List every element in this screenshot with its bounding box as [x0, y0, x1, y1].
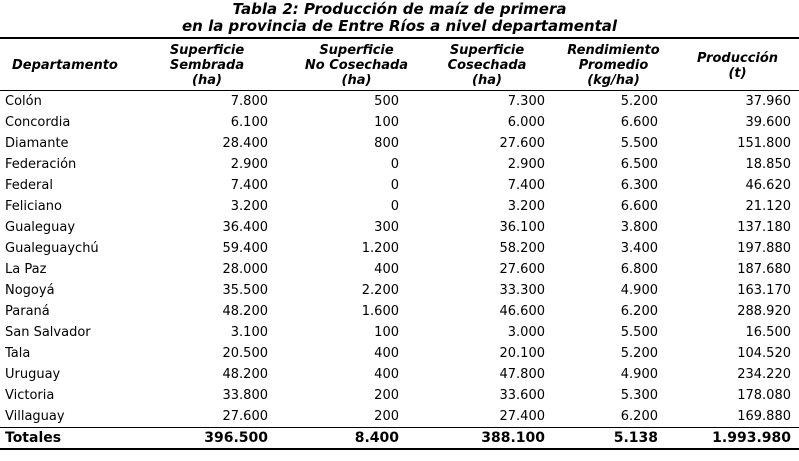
table-cell: 200 [374, 409, 399, 424]
department-name: Uruguay [5, 367, 61, 382]
table-cell: 33.600 [499, 388, 545, 403]
totals-cell: 8.400 [354, 430, 399, 446]
table-cell: 48.200 [222, 367, 268, 382]
table-cell: 0 [390, 157, 399, 172]
table-cell: 400 [374, 367, 399, 382]
header-row [0, 38, 799, 91]
table-cell: 7.400 [507, 178, 545, 193]
table-cell: 169.880 [737, 409, 791, 424]
table-row [0, 196, 799, 217]
table-title-line-1: Tabla 2: Producción de maíz de primera [232, 0, 567, 18]
table-cell: 6.200 [620, 409, 658, 424]
totals-cell: 5.138 [613, 430, 658, 446]
table-cell: 20.500 [222, 346, 268, 361]
totals-cell: 388.100 [481, 430, 545, 446]
table-cell: 288.920 [737, 304, 791, 319]
header-departamento: Departamento [12, 58, 118, 73]
table-row [0, 238, 799, 259]
table-cell: 37.960 [745, 94, 791, 109]
department-name: Federación [5, 157, 77, 172]
department-name: Concordia [5, 115, 71, 130]
production-table [0, 37, 799, 450]
table-cell: 6.600 [620, 199, 658, 214]
table-row [0, 343, 799, 364]
table-cell: 5.500 [620, 136, 658, 151]
table-cell: 16.500 [745, 325, 791, 340]
table-cell: 163.170 [737, 283, 791, 298]
totals-row [0, 428, 799, 450]
table-cell: 6.600 [620, 115, 658, 130]
table-row [0, 154, 799, 175]
header-superficie-no-cosechada: Superficie No Cosechada (ha) [304, 43, 409, 88]
table-cell: 197.880 [737, 241, 791, 256]
table-cell: 3.800 [620, 220, 658, 235]
table-cell: 3.400 [620, 241, 658, 256]
table-row [0, 112, 799, 133]
table-cell: 1.200 [361, 241, 399, 256]
table-cell: 48.200 [222, 304, 268, 319]
table-cell: 4.900 [620, 367, 658, 382]
department-name: La Paz [5, 262, 47, 277]
table-cell: 0 [390, 199, 399, 214]
table-cell: 39.600 [745, 115, 791, 130]
table-cell: 400 [374, 262, 399, 277]
table-cell: 800 [374, 136, 399, 151]
table-cell: 151.800 [737, 136, 791, 151]
table-row [0, 322, 799, 343]
department-name: San Salvador [5, 325, 91, 340]
table-cell: 33.300 [499, 283, 545, 298]
table-row [0, 133, 799, 154]
totals-cell: 1.993.980 [712, 430, 791, 446]
table-cell: 6.000 [507, 115, 545, 130]
table-cell: 33.800 [222, 388, 268, 403]
table-cell: 0 [390, 178, 399, 193]
header-superficie-sembrada: Superficie Sembrada (ha) [169, 43, 245, 88]
department-name: Colón [5, 94, 42, 109]
table-cell: 3.100 [230, 325, 268, 340]
table-cell: 28.000 [222, 262, 268, 277]
table-cell: 35.500 [222, 283, 268, 298]
header-rendimiento-promedio: Rendimiento Promedio (kg/ha) [567, 43, 660, 88]
table-cell: 7.300 [507, 94, 545, 109]
department-name: Federal [5, 178, 53, 193]
table-title-line-2: en la provincia de Entre Ríos a nivel departamental [182, 17, 617, 35]
table-cell: 27.400 [499, 409, 545, 424]
table-cell: 21.120 [745, 199, 791, 214]
table-cell: 2.900 [507, 157, 545, 172]
department-name: Gualeguay [5, 220, 76, 235]
table-row [0, 217, 799, 238]
department-name: Villaguay [5, 409, 65, 424]
table-cell: 137.180 [737, 220, 791, 235]
table-row [0, 175, 799, 196]
table-cell: 7.800 [230, 94, 268, 109]
table-cell: 178.080 [737, 388, 791, 403]
table-body [0, 91, 799, 428]
table-cell: 3.200 [230, 199, 268, 214]
table-cell: 234.220 [737, 367, 791, 382]
department-name: Tala [5, 346, 31, 361]
table-cell: 6.100 [230, 115, 268, 130]
table-row [0, 280, 799, 301]
table-cell: 100 [374, 325, 399, 340]
table-cell: 18.850 [745, 157, 791, 172]
table-cell: 100 [374, 115, 399, 130]
table-cell: 47.800 [499, 367, 545, 382]
table-row [0, 259, 799, 280]
table-row [0, 364, 799, 385]
table-cell: 500 [374, 94, 399, 109]
table-cell: 300 [374, 220, 399, 235]
table-cell: 27.600 [222, 409, 268, 424]
table-cell: 5.200 [620, 94, 658, 109]
table-row [0, 301, 799, 322]
totals-cell: 396.500 [204, 430, 268, 446]
table-cell: 5.500 [620, 325, 658, 340]
department-name: Gualeguaychú [5, 241, 99, 256]
table-cell: 3.200 [507, 199, 545, 214]
table-cell: 3.000 [507, 325, 545, 340]
header-superficie-cosechada: Superficie Cosechada (ha) [447, 43, 527, 88]
header-produccion: Producción (t) [696, 50, 779, 81]
table-cell: 5.300 [620, 388, 658, 403]
table-cell: 27.600 [499, 262, 545, 277]
table-row [0, 406, 799, 428]
table-cell: 1.600 [361, 304, 399, 319]
table-cell: 6.300 [620, 178, 658, 193]
table-cell: 20.100 [499, 346, 545, 361]
table-cell: 46.600 [499, 304, 545, 319]
table-cell: 46.620 [745, 178, 791, 193]
table-cell: 6.500 [620, 157, 658, 172]
table-cell: 2.200 [361, 283, 399, 298]
table-cell: 5.200 [620, 346, 658, 361]
table-cell: 2.900 [230, 157, 268, 172]
department-name: Paraná [5, 304, 50, 319]
table-cell: 58.200 [499, 241, 545, 256]
table-cell: 59.400 [222, 241, 268, 256]
table-cell: 28.400 [222, 136, 268, 151]
table-row [0, 385, 799, 406]
table-cell: 400 [374, 346, 399, 361]
table-cell: 6.200 [620, 304, 658, 319]
table-cell: 36.400 [222, 220, 268, 235]
table-cell: 6.800 [620, 262, 658, 277]
table-cell: 187.680 [737, 262, 791, 277]
table-title [0, 1, 799, 35]
department-name: Nogoyá [5, 283, 55, 298]
table-cell: 7.400 [230, 178, 268, 193]
table-cell: 27.600 [499, 136, 545, 151]
table-cell: 36.100 [499, 220, 545, 235]
totals-label: Totales [5, 430, 62, 446]
department-name: Feliciano [5, 199, 62, 214]
table-cell: 200 [374, 388, 399, 403]
department-name: Diamante [5, 136, 69, 151]
department-name: Victoria [5, 388, 55, 403]
table-cell: 4.900 [620, 283, 658, 298]
table-row [0, 91, 799, 113]
table-cell: 104.520 [737, 346, 791, 361]
